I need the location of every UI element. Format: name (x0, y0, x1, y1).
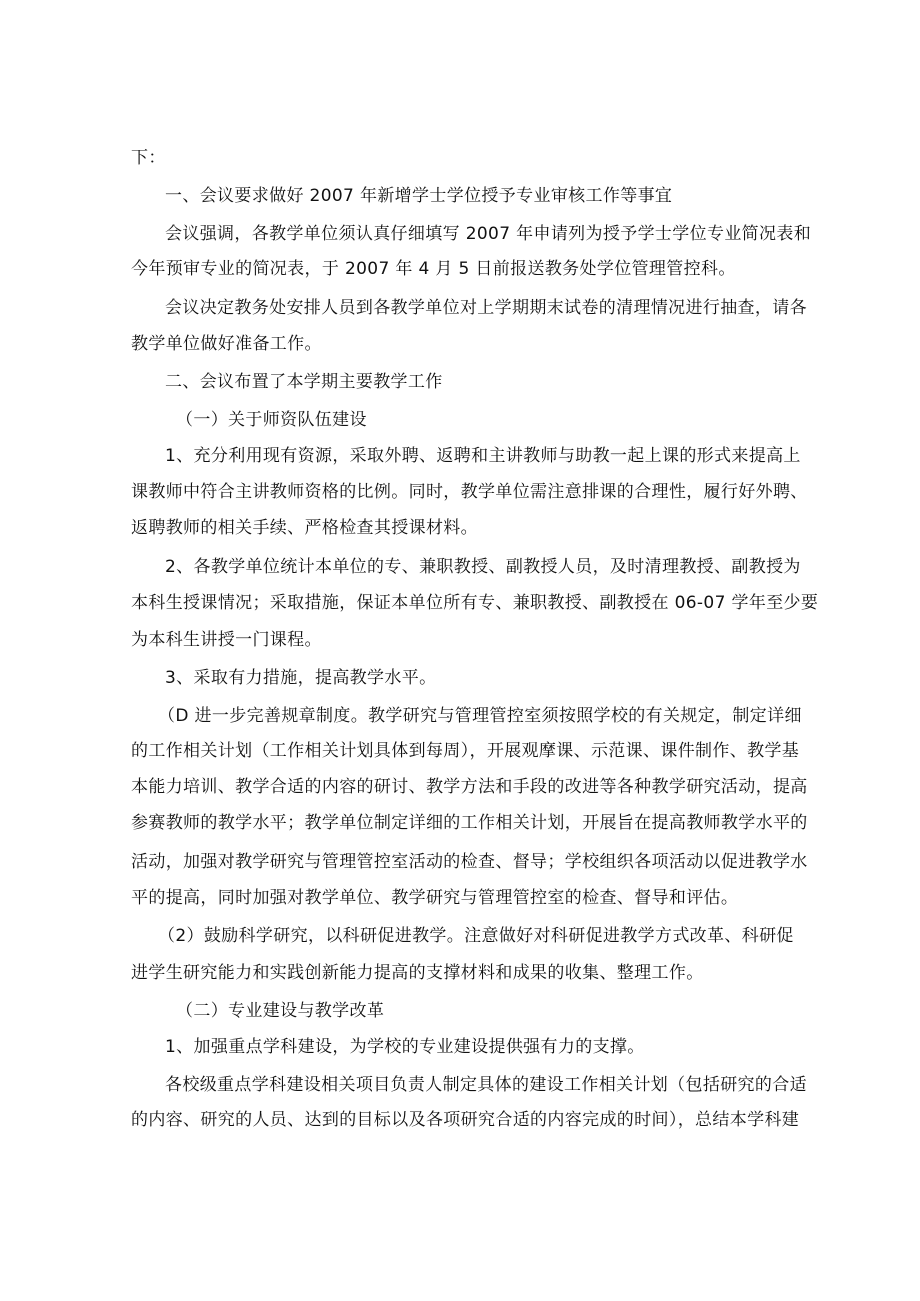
text-line: 返聘教师的相关手续、严格检查其授课材料。 (131, 518, 478, 538)
text-line: 课教师中符合主讲教师资格的比例。同时，教学单位需注意排课的合理性，履行好外聘、 (131, 482, 808, 502)
text-line: 3、采取有力措施，提高教学水平。 (165, 668, 437, 688)
section-heading: 一、会议要求做好 2007 年新增学士学位授予专业审核工作等事宜 (165, 186, 673, 206)
text-line: 教学单位做好准备工作。 (131, 334, 322, 354)
text-line: 本科生授课情况；采取措施，保证本单位所有专、兼职教授、副教授在 06-07 学年至少要 (131, 593, 819, 613)
text-line: 下： (131, 148, 166, 168)
text-line: 活动，加强对教学研究与管理管控室活动的检查、督导；学校组织各项活动以促进教学水 (131, 852, 808, 872)
text-line: 为本科生讲授一门课程。 (131, 630, 322, 650)
text-line: 的工作相关计划（工作相关计划具体到每周），开展观摩课、示范课、课件制作、教学基 (131, 741, 800, 761)
section-heading: 二、会议布置了本学期主要教学工作 (165, 372, 443, 392)
text-line: 参赛教师的教学水平；教学单位制定详细的工作相关计划，开展旨在提高教师教学水平的 (131, 813, 808, 833)
text-line: （2）鼓励科学研究，以科研促进教学。注意做好对科研促进教学方式改革、科研促 (158, 926, 794, 946)
text-line: （D 进一步完善规章制度。教学研究与管理管控室须按照学校的有关规定，制定详细 (158, 706, 802, 726)
text-line: 各校级重点学科建设相关项目负责人制定具体的建设工作相关计划（包括研究的合适 (165, 1075, 807, 1095)
subsection-heading: （二）专业建设与教学改革 (176, 1001, 385, 1021)
text-line: 1、充分利用现有资源，采取外聘、返聘和主讲教师与助教一起上课的形式来提高上 (165, 446, 801, 466)
text-line: 今年预审专业的简况表，于 2007 年 4 月 5 日前报送教务处学位管理管控科。 (131, 259, 736, 279)
text-line: 2、各教学单位统计本单位的专、兼职教授、副教授人员，及时清理教授、副教授为 (165, 557, 801, 577)
text-line: 会议强调，各教学单位须认真仔细填写 2007 年申请列为授予学士学位专业简况表和 (165, 224, 812, 244)
subsection-heading: （一）关于师资队伍建设 (176, 410, 367, 430)
text-line: 平的提高，同时加强对教学单位、教学研究与管理管控室的检查、督导和评估。 (131, 888, 739, 908)
text-line: 本能力培训、教学合适的内容的研讨、教学方法和手段的改进等各种教学研究活动，提高 (131, 777, 808, 797)
text-line: 的内容、研究的人员、达到的目标以及各项研究合适的内容完成的时间），总结本学科建 (131, 1110, 800, 1130)
text-line: 1、加强重点学科建设，为学校的专业建设提供强有力的支撑。 (165, 1037, 645, 1057)
text-line: 会议决定教务处安排人员到各教学单位对上学期期末试卷的清理情况进行抽查，请各 (165, 298, 807, 318)
text-line: 进学生研究能力和实践创新能力提高的支撑材料和成果的收集、整理工作。 (131, 963, 704, 983)
